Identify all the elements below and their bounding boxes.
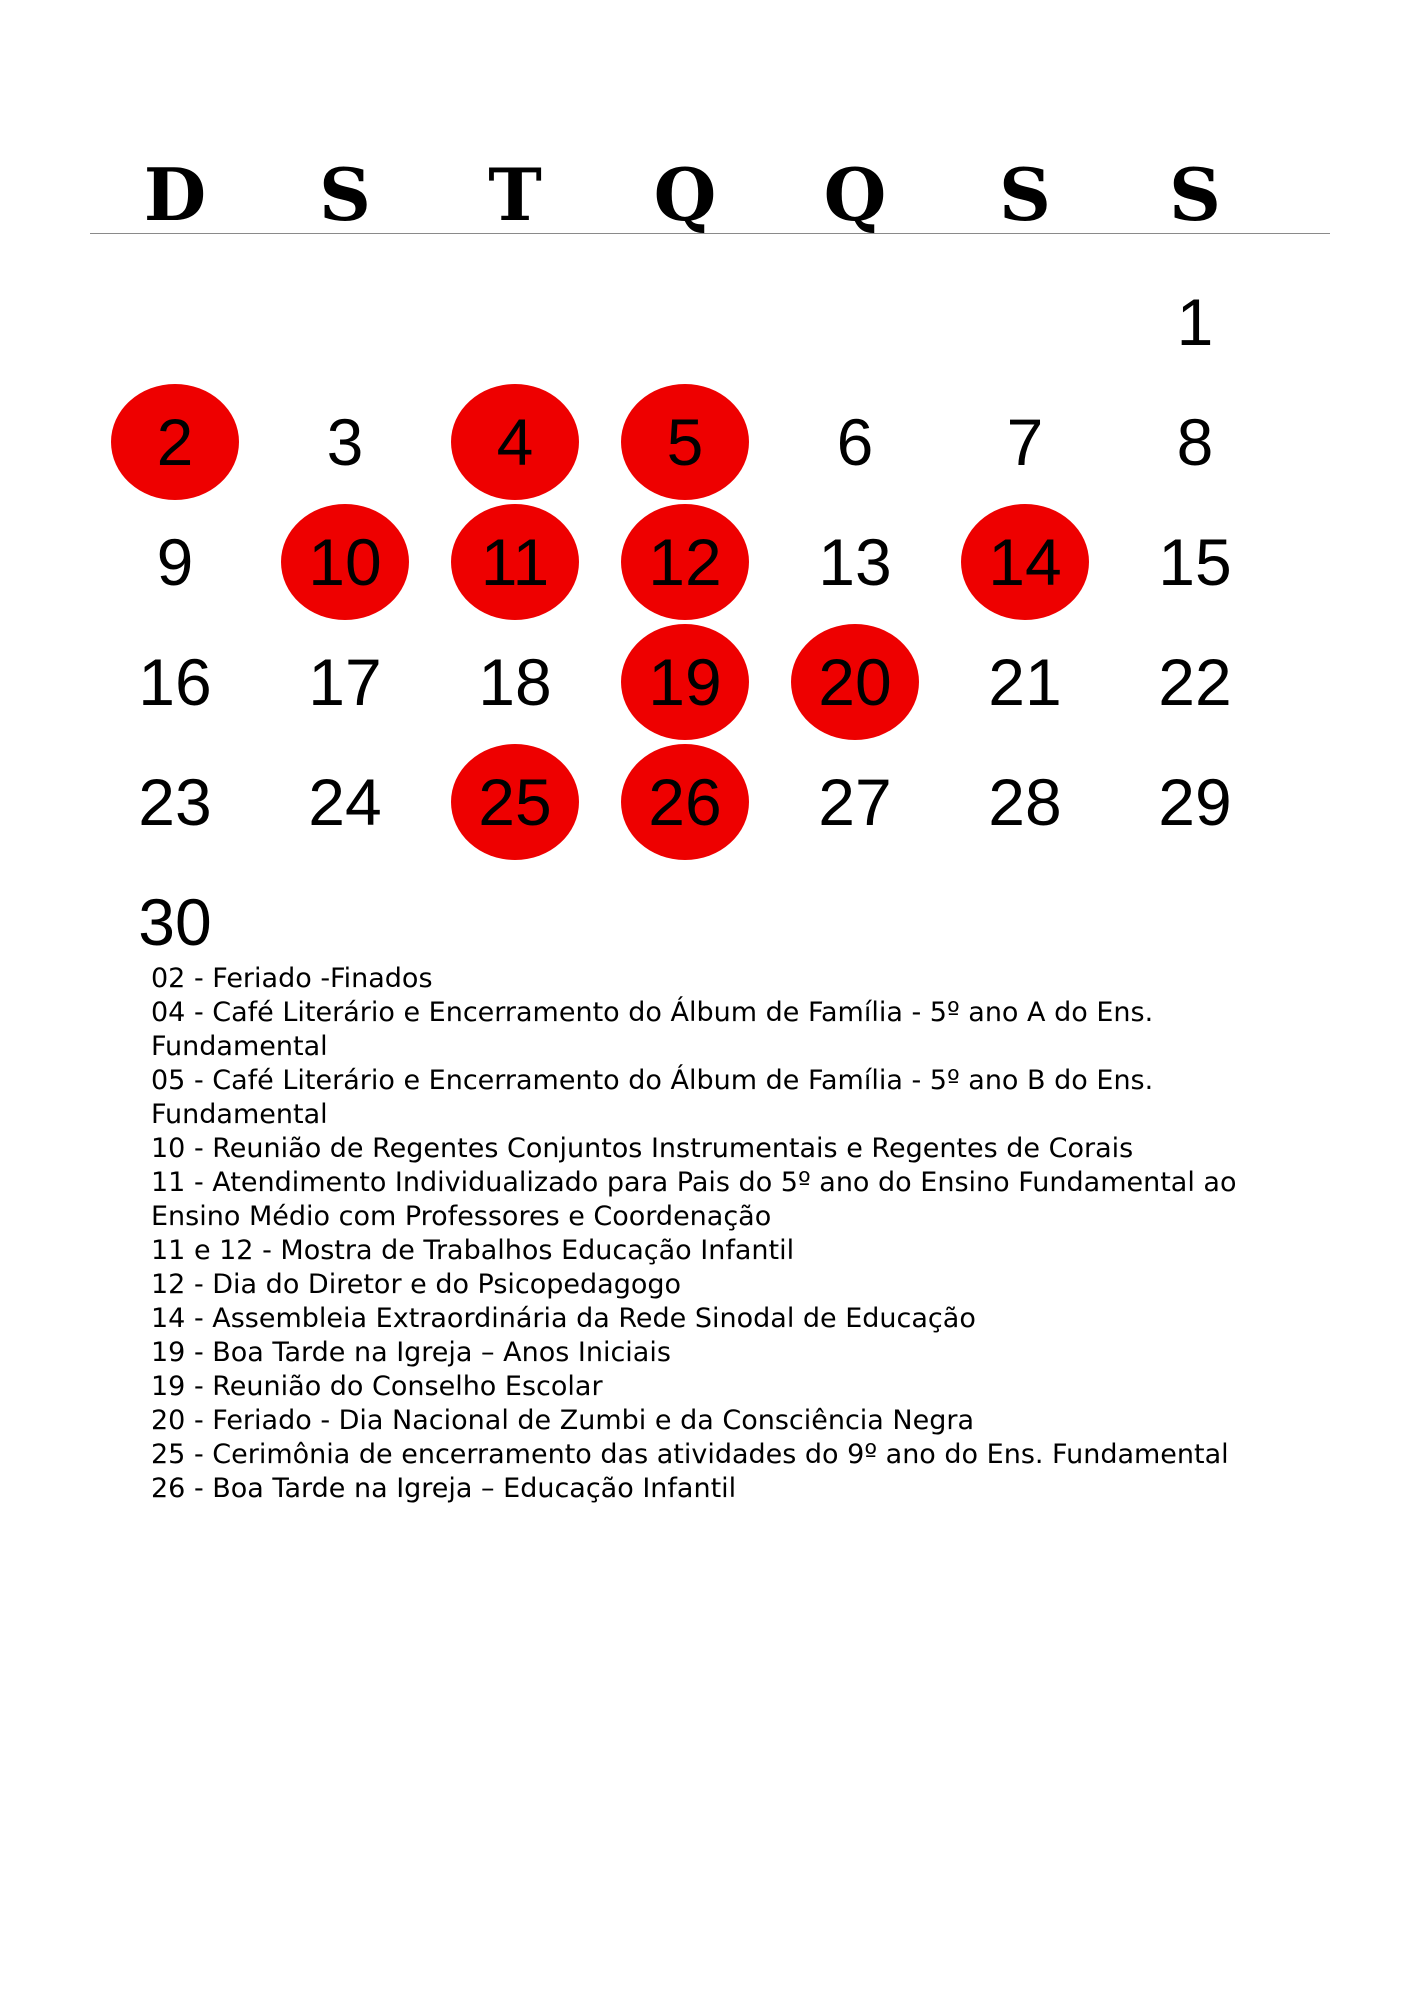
day-cell	[1110, 502, 1280, 622]
day-cell	[430, 622, 600, 742]
day-number: 11	[480, 525, 550, 599]
day-number: 15	[1158, 525, 1232, 599]
day-number: 25	[478, 765, 552, 839]
day-number: 9	[156, 525, 194, 599]
day-number: 26	[648, 765, 722, 839]
day-cell	[90, 742, 260, 862]
event-line: Fundamental	[151, 1031, 328, 1062]
day-cell-highlighted	[430, 742, 600, 862]
day-number: 20	[818, 645, 892, 719]
day-cell	[1110, 262, 1280, 382]
day-number: 5	[666, 405, 704, 479]
day-cell-highlighted	[430, 502, 600, 622]
day-cell	[770, 382, 940, 502]
events-list	[151, 962, 1331, 1506]
day-number: 12	[648, 525, 722, 599]
weekday-label: Q	[823, 152, 887, 237]
day-cell	[940, 382, 1110, 502]
day-cell	[940, 622, 1110, 742]
event-line: 11 e 12 - Mostra de Trabalhos Educação Infantil	[151, 1235, 795, 1266]
day-number: 13	[818, 525, 892, 599]
event-line: 10 - Reunião de Regentes Conjuntos Instrumentais e Regentes de Corais	[151, 1133, 1134, 1164]
day-cell-highlighted	[600, 742, 770, 862]
event-line: 19 - Reunião do Conselho Escolar	[151, 1371, 603, 1402]
day-cell	[260, 742, 430, 862]
day-cell-highlighted	[600, 382, 770, 502]
weekday-label: S	[999, 152, 1051, 237]
day-cell	[260, 382, 430, 502]
event-line: 25 - Cerimônia de encerramento das atividades do 9º ano do Ens. Fundamental	[151, 1439, 1229, 1470]
event-line: Ensino Médio com Professores e Coordenação	[151, 1201, 772, 1232]
day-cell	[940, 742, 1110, 862]
day-number: 23	[138, 765, 212, 839]
day-cell-highlighted	[940, 502, 1110, 622]
event-line: 26 - Boa Tarde na Igreja – Educação Infantil	[151, 1473, 737, 1504]
event-line: 14 - Assembleia Extraordinária da Rede Sinodal de Educação	[151, 1303, 976, 1334]
day-cell-highlighted	[260, 502, 430, 622]
day-number: 16	[138, 645, 212, 719]
day-cell-highlighted	[90, 382, 260, 502]
day-cell	[770, 502, 940, 622]
event-line: 12 - Dia do Diretor e do Psicopedagogo	[151, 1269, 682, 1300]
weekday-label: D	[143, 152, 207, 237]
event-line: 11 - Atendimento Individualizado para Pais do 5º ano do Ensino Fundamental ao	[151, 1167, 1237, 1198]
day-cell-highlighted	[600, 502, 770, 622]
event-line: 05 - Café Literário e Encerramento do Álbum de Família - 5º ano B do Ens.	[151, 1065, 1154, 1096]
event-line: 04 - Café Literário e Encerramento do Álbum de Família - 5º ano A do Ens.	[151, 997, 1154, 1028]
calendar-grid	[90, 262, 1414, 962]
day-cell	[770, 742, 940, 862]
day-cell	[90, 622, 260, 742]
day-number: 28	[988, 765, 1062, 839]
day-number: 19	[648, 645, 722, 719]
day-number: 27	[818, 765, 892, 839]
day-cell	[1110, 382, 1280, 502]
day-cell	[1110, 622, 1280, 742]
event-line: 02 - Feriado -Finados	[151, 963, 433, 994]
day-number: 7	[1006, 405, 1044, 479]
event-line: Fundamental	[151, 1099, 328, 1130]
day-cell	[260, 622, 430, 742]
day-number: 30	[138, 885, 212, 959]
day-cell	[1110, 742, 1280, 862]
day-cell-highlighted	[770, 622, 940, 742]
day-number: 2	[156, 405, 194, 479]
day-number: 1	[1176, 285, 1214, 359]
day-number: 18	[478, 645, 552, 719]
weekday-label: Q	[653, 152, 717, 237]
day-cell	[90, 502, 260, 622]
day-cell-highlighted	[600, 622, 770, 742]
header-divider	[90, 233, 1330, 234]
event-line: 20 - Feriado - Dia Nacional de Zumbi e da Consciência Negra	[151, 1405, 975, 1436]
day-number: 3	[326, 405, 364, 479]
day-number: 29	[1158, 765, 1232, 839]
day-number: 6	[836, 405, 874, 479]
weekday-label: S	[1169, 152, 1221, 237]
day-number: 24	[308, 765, 382, 839]
weekday-label: S	[319, 152, 371, 237]
day-number: 14	[988, 525, 1062, 599]
day-number: 8	[1176, 405, 1214, 479]
day-cell-highlighted	[430, 382, 600, 502]
day-number: 4	[496, 405, 534, 479]
day-number: 21	[988, 645, 1062, 719]
weekday-label: T	[488, 152, 542, 237]
day-number: 10	[308, 525, 382, 599]
event-line: 19 - Boa Tarde na Igreja – Anos Iniciais	[151, 1337, 671, 1368]
day-number: 17	[308, 645, 382, 719]
day-number: 22	[1158, 645, 1232, 719]
